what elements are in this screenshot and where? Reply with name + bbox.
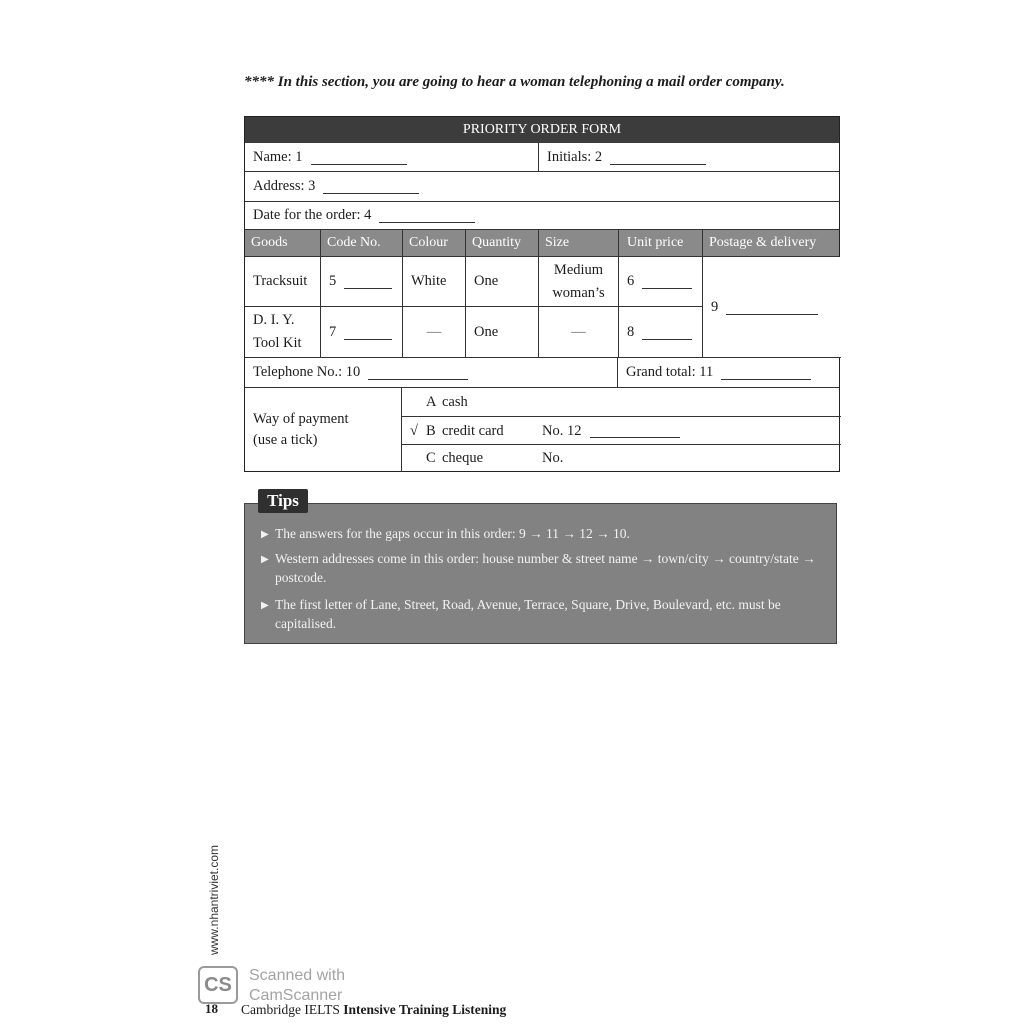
tracksuit-colour: White <box>402 257 465 306</box>
payment-method-c: cheque <box>442 450 484 466</box>
address-cell <box>245 172 839 201</box>
address-blank[interactable] <box>323 179 419 194</box>
payment-letter-b: B <box>426 423 436 439</box>
payment-label-line2: (use a tick) <box>253 432 318 448</box>
website-watermark <box>204 830 224 970</box>
payment-method-b: credit card <box>442 423 504 439</box>
name-cell <box>245 143 537 171</box>
name-blank[interactable] <box>311 150 407 165</box>
initials-blank[interactable] <box>610 150 706 165</box>
header-goods: Goods <box>251 235 288 250</box>
tracksuit-price-number: 6 <box>627 273 635 289</box>
tracksuit-size-line1: Medium <box>553 261 604 278</box>
bullet-triangle-icon: ▶ <box>261 529 269 540</box>
payment-option-credit-card[interactable] <box>401 417 841 445</box>
payment-method-a: cash <box>442 394 468 410</box>
goods-header-row <box>245 230 839 257</box>
date-blank[interactable] <box>379 208 475 223</box>
tracksuit-code-number: 5 <box>329 273 337 289</box>
postage-blank[interactable] <box>726 300 818 315</box>
address-label: Address: 3 <box>253 178 316 194</box>
form-title: PRIORITY ORDER FORM <box>245 117 839 143</box>
tip-text: The answers for the gaps occur in this order: 9 → 11 → 12 → 10. <box>275 526 630 541</box>
watermark-text: www.nhantriviet.com <box>207 844 221 956</box>
tracksuit-price-blank[interactable] <box>642 274 692 289</box>
telephone-label: Telephone No.: 10 <box>253 364 361 380</box>
camscanner-line2: CamScanner <box>249 987 343 1004</box>
diy-price-blank[interactable] <box>642 325 692 340</box>
tip-text: The first letter of Lane, Street, Road, Avenue, Terrace, Square, Drive, Boulevard, etc. must be capitalised. <box>275 597 781 631</box>
payment-letter-c: C <box>426 450 436 466</box>
credit-card-number-blank[interactable] <box>590 423 680 438</box>
priority-order-form <box>244 116 840 472</box>
payment-label <box>245 388 401 472</box>
initials-cell <box>538 143 840 171</box>
book-title <box>241 1002 506 1018</box>
postage-number: 9 <box>711 298 719 315</box>
payment-option-cash[interactable] <box>401 388 841 417</box>
payment-letter-a: A <box>426 394 437 410</box>
header-postage: Postage & delivery <box>702 230 841 256</box>
grand-total-cell <box>617 358 841 387</box>
postage-cell <box>702 257 841 358</box>
date-label: Date for the order: 4 <box>253 207 372 223</box>
payment-label-line1: Way of payment <box>253 411 349 427</box>
tracksuit-quantity: One <box>465 257 538 306</box>
grand-total-label: Grand total: 11 <box>626 364 714 380</box>
tip-item <box>261 549 821 587</box>
diy-goods-line1: D. I. Y. <box>253 312 295 328</box>
bullet-triangle-icon: ▶ <box>261 600 269 611</box>
diy-price-number: 8 <box>627 323 635 340</box>
diy-price-cell <box>618 307 702 357</box>
book-title-prefix: Cambridge IELTS <box>241 1002 344 1017</box>
diy-code-cell <box>320 307 402 357</box>
date-cell <box>245 202 839 229</box>
camscanner-line1: Scanned with <box>249 967 346 984</box>
tip-item <box>261 524 821 543</box>
diy-quantity: One <box>465 307 538 357</box>
header-size: Size <box>538 230 618 256</box>
tracksuit-size <box>538 257 618 306</box>
section-intro: **** In this section, you are going to hear a woman telephoning a mail order company. <box>244 74 785 90</box>
tips-box <box>244 503 837 644</box>
bullet-triangle-icon: ▶ <box>261 554 269 565</box>
diy-code-number: 7 <box>329 323 337 340</box>
diy-size: — <box>538 307 618 357</box>
camscanner-watermark <box>249 966 345 1006</box>
header-code: Code No. <box>320 230 402 256</box>
tracksuit-price-cell <box>618 257 702 306</box>
telephone-row <box>245 358 839 388</box>
payment-no-c: No. <box>542 450 564 466</box>
tip-text: Western addresses come in this order: house number & street name → town/city → country/state → postcode. <box>275 551 816 585</box>
payment-option-cheque[interactable] <box>401 445 841 472</box>
name-row <box>245 143 839 172</box>
tip-item <box>261 595 821 633</box>
header-unit-price: Unit price <box>618 230 702 256</box>
initials-label: Initials: 2 <box>547 148 603 165</box>
header-quantity: Quantity <box>465 230 538 256</box>
page-number: 18 <box>205 1001 218 1016</box>
header-colour: Colour <box>402 230 465 256</box>
telephone-cell <box>245 358 617 387</box>
camscanner-logo-icon: CS <box>198 966 238 1004</box>
date-row <box>245 202 839 230</box>
tracksuit-code-cell <box>320 257 402 306</box>
tracksuit-size-line2: woman’s <box>552 284 605 301</box>
address-row <box>245 172 839 202</box>
tips-title: Tips <box>258 489 308 513</box>
tracksuit-code-blank[interactable] <box>344 274 392 289</box>
tracksuit-goods: Tracksuit <box>253 273 308 289</box>
name-label: Name: 1 <box>253 148 303 165</box>
book-title-bold: Intensive Training Listening <box>343 1002 507 1017</box>
payment-no-b: No. 12 <box>542 423 582 439</box>
diy-code-blank[interactable] <box>344 325 392 340</box>
payment-tick-b[interactable]: √ <box>410 423 418 439</box>
diy-goods-line2: Tool Kit <box>253 335 302 351</box>
diy-goods <box>245 307 320 357</box>
grand-total-blank[interactable] <box>721 365 811 380</box>
diy-colour: — <box>402 307 465 357</box>
telephone-blank[interactable] <box>368 365 468 380</box>
